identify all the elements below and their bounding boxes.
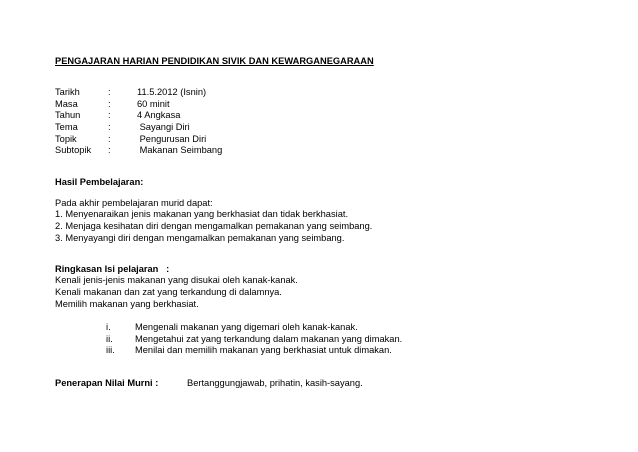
detail-colon: : — [108, 145, 111, 156]
learning-outcomes-body — [55, 198, 615, 244]
detail-row-tahun — [55, 110, 615, 122]
detail-colon: : — [108, 98, 111, 109]
detail-value: Pengurusan Diri — [137, 133, 207, 144]
detail-colon: : — [108, 121, 111, 132]
detail-value: 11.5.2012 (Isnin) — [137, 87, 207, 98]
detail-label: Tema — [55, 121, 78, 132]
summary-subitem — [55, 334, 615, 346]
lesson-summary-heading: Ringkasan Isi pelajaran : — [55, 264, 170, 275]
subitem-text: Menilai dan memilih makanan yang berkhasiat untuk dimakan. — [135, 345, 392, 356]
learning-outcomes-section — [55, 177, 615, 245]
learning-outcomes-heading: Hasil Pembelajaran: — [55, 176, 144, 187]
summary-subitem — [55, 345, 615, 357]
document-title: PENGAJARAN HARIAN PENDIDIKAN SIVIK DAN KEWARGANEGARAAN — [55, 56, 374, 66]
moral-values-row — [55, 378, 615, 389]
detail-row-masa — [55, 99, 615, 111]
subitem-text: Mengenali makanan yang digemari oleh kanak-kanak. — [135, 322, 358, 333]
summary-sublist — [55, 322, 615, 357]
learning-outcome-item: 1. Menyenaraikan jenis makanan yang berkhasiat dan tidak berkhasiat. — [55, 209, 349, 220]
subitem-text: Mengetahui zat yang terkandung dalam makanan yang dimakan. — [135, 333, 403, 344]
lesson-summary-section — [55, 264, 615, 357]
detail-colon: : — [108, 133, 111, 144]
detail-value: 60 minit — [137, 98, 170, 109]
lesson-details — [55, 87, 615, 157]
summary-line: Kenali jenis-jenis makanan yang disukai oleh kanak-kanak. — [55, 275, 298, 286]
detail-value: Sayangi Diri — [137, 121, 190, 132]
summary-subitem — [55, 322, 615, 334]
learning-outcome-item: 3. Menyayangi diri dengan mengamalkan pemakanan yang seimbang. — [55, 232, 345, 243]
detail-label: Subtopik — [55, 145, 92, 156]
detail-colon: : — [108, 87, 111, 98]
learning-outcomes-intro: Pada akhir pembelajaran murid dapat: — [55, 197, 213, 208]
lesson-plan-page — [55, 56, 615, 389]
subitem-number: ii. — [106, 333, 113, 344]
detail-label: Masa — [55, 98, 78, 109]
detail-row-tarikh — [55, 87, 615, 99]
subitem-number: i. — [106, 322, 111, 333]
detail-colon: : — [108, 110, 111, 121]
detail-row-tema — [55, 122, 615, 134]
summary-line: Kenali makanan dan zat yang terkandung di dalamnya. — [55, 287, 282, 297]
detail-label: Tahun — [55, 110, 81, 121]
detail-value: Makanan Seimbang — [137, 145, 223, 156]
moral-values-text: Bertanggungjawab, prihatin, kasih-sayang. — [187, 377, 363, 388]
summary-line: Memilih makanan yang berkhasiat. — [55, 298, 199, 309]
detail-value: 4 Angkasa — [137, 110, 181, 121]
detail-row-topik — [55, 134, 615, 146]
detail-row-subtopik — [55, 145, 615, 157]
detail-label: Tarikh — [55, 87, 80, 98]
subitem-number: iii. — [106, 345, 115, 356]
learning-outcome-item: 2. Menjaga kesihatan diri dengan mengamalkan pemakanan yang seimbang. — [55, 221, 373, 232]
moral-values-label: Penerapan Nilai Murni : — [55, 377, 159, 388]
detail-label: Topik — [55, 133, 77, 144]
